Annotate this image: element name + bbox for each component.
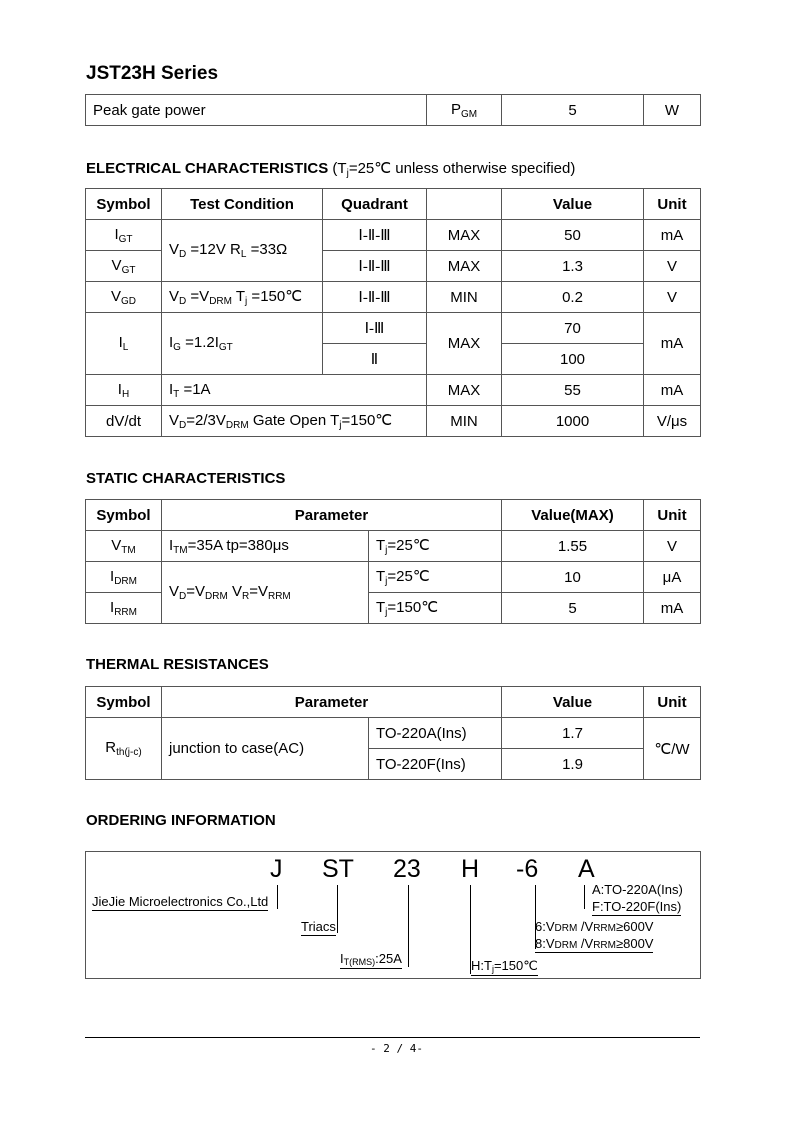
parameter-junction-to-case: junction to case(AC) [162, 718, 369, 780]
unit-ih: mA [644, 375, 701, 406]
part-code-j: J [270, 855, 283, 883]
part-code-st: ST [322, 855, 354, 883]
symbol-il: $I_L$ [86, 313, 162, 375]
value-to220a: 1.7 [502, 718, 644, 749]
value-dvdt: 1000 [502, 406, 644, 437]
value-vgd: 0.2 [502, 282, 644, 313]
value-il-1: 70 [502, 313, 644, 344]
header-symbol: Symbol [86, 189, 162, 220]
symbol-igt: $I_{GT}$ [86, 220, 162, 251]
symbol-vgd: $V_{GD}$ [86, 282, 162, 313]
header-parameter: Parameter [162, 687, 502, 718]
value-il-2: 100 [502, 344, 644, 375]
ordering-heading: ORDERING INFORMATION [86, 812, 276, 829]
peak-unit: W [644, 95, 701, 126]
company-label: JieJie Microelectronics Co.,Ltd [92, 894, 269, 909]
table-row [86, 406, 701, 437]
symbol-idrm: $I_{DRM}$ [86, 562, 162, 593]
page-title: JST23H Series [86, 63, 219, 84]
unit-vtm: V [644, 531, 701, 562]
table-header [86, 500, 701, 531]
header-value: Value [502, 189, 644, 220]
limit-vgd: MIN [427, 282, 502, 313]
package-to220a: TO-220A(Ins) [369, 718, 502, 749]
leader-line-a [584, 885, 585, 909]
part-code-23: 23 [393, 855, 421, 883]
limit-dvdt: MIN [427, 406, 502, 437]
value-vtm: 1.55 [502, 531, 644, 562]
header-test-condition: Test Condition [162, 189, 323, 220]
tj-vtm: $T_j=25℃$ [369, 531, 502, 562]
symbol-dvdt: dV/dt [86, 406, 162, 437]
unit-vgt: V [644, 251, 701, 282]
condition-vgd: $V_D =V_{DRM}$ $T_j$ =150℃ [162, 282, 323, 313]
voltage-800-label: 8:VDRM /VRRM≥800V [535, 936, 654, 951]
header-quadrant: Quadrant [323, 189, 427, 220]
value-vgt: 1.3 [502, 251, 644, 282]
peak-symbol: $P_{GM}$ [427, 95, 502, 126]
limit-il: MAX [427, 313, 502, 375]
tj-idrm: $T_j=25℃$ [369, 562, 502, 593]
header-value-max: Value(MAX) [502, 500, 644, 531]
limit-igt: MAX [427, 220, 502, 251]
quadrant-il-2: Ⅱ [323, 344, 427, 375]
header-symbol: Symbol [86, 500, 162, 531]
table-row [86, 718, 701, 749]
condition-dvdt: $V_D=2/3V_{DRM}$ Gate Open $T_j=150℃$ [162, 406, 427, 437]
value-idrm: 10 [502, 562, 644, 593]
header-parameter: Parameter [162, 500, 502, 531]
header-unit: Unit [644, 500, 701, 531]
condition-igt-vgt: $V_D =12V$ $R_L =33\Omega$ [162, 220, 323, 282]
package-to220f: TO-220F(Ins) [369, 749, 502, 780]
symbol-ih: $I_H$ [86, 375, 162, 406]
page-number: - 2 / 4- [370, 1042, 423, 1055]
unit-dvdt: V/μs [644, 406, 701, 437]
table-row [86, 375, 701, 406]
electrical-table [85, 188, 701, 437]
static-heading: STATIC CHARACTERISTICS [86, 470, 286, 487]
value-ih: 55 [502, 375, 644, 406]
table-row [86, 531, 701, 562]
voltage-600-label: 6:VDRM /VRRM≥600V [535, 919, 654, 934]
parameter-idrm-irrm: $V_D=V_{DRM}$ $V_R=V_{RRM}$ [162, 562, 369, 624]
header-value: Value [502, 687, 644, 718]
condition-ih: $I_T =1A$ [162, 375, 427, 406]
symbol-vtm: $V_{TM}$ [86, 531, 162, 562]
value-to220f: 1.9 [502, 749, 644, 780]
peak-gate-power-label: Peak gate power [86, 95, 427, 126]
table-row [86, 220, 701, 251]
table-header [86, 687, 701, 718]
condition-il: $I_G =1.2I_{GT}$ [162, 313, 323, 375]
symbol-rth: $R_{th(j-c)}$ [86, 718, 162, 780]
tj-irrm: $T_j=150℃$ [369, 593, 502, 624]
limit-vgt: MAX [427, 251, 502, 282]
peak-gate-power-table [85, 94, 701, 126]
unit-rth: ℃/W [644, 718, 701, 780]
parameter-vtm: $I_{TM}=35A$ tp=380μs [162, 531, 369, 562]
symbol-vgt: $V_{GT}$ [86, 251, 162, 282]
part-code-a: A [578, 855, 595, 883]
symbol-irrm: $I_{RRM}$ [86, 593, 162, 624]
header-symbol: Symbol [86, 687, 162, 718]
quadrant-vgt: Ⅰ-Ⅱ-Ⅲ [323, 251, 427, 282]
package-a-label: A:TO-220A(Ins) [592, 882, 683, 897]
leader-line-st [337, 885, 338, 933]
footer-divider [85, 1037, 700, 1038]
quadrant-il-1-3: Ⅰ-Ⅲ [323, 313, 427, 344]
leader-line-23 [408, 885, 409, 967]
leader-line-j [277, 885, 278, 909]
static-table [85, 499, 701, 624]
peak-value: 5 [502, 95, 644, 126]
table-row [86, 282, 701, 313]
electrical-note: ($T_j=25℃$ unless otherwise specified) [332, 160, 576, 179]
current-rating-label: $I_{T(RMS)}:25A$ [340, 951, 402, 967]
header-blank [427, 189, 502, 220]
quadrant-igt: Ⅰ-Ⅱ-Ⅲ [323, 220, 427, 251]
header-unit: Unit [644, 687, 701, 718]
part-code-6: -6 [516, 855, 539, 883]
thermal-heading: THERMAL RESISTANCES [86, 656, 269, 673]
ordering-diagram [85, 851, 701, 979]
triacs-label: Triacs [301, 919, 336, 934]
value-irrm: 5 [502, 593, 644, 624]
table-header [86, 189, 701, 220]
electrical-heading: ELECTRICAL CHARACTERISTICS ($T_j=25℃$ unless otherwise specified) [86, 160, 576, 179]
limit-ih: MAX [427, 375, 502, 406]
thermal-table [85, 686, 701, 780]
table-row [86, 562, 701, 593]
unit-idrm: μA [644, 562, 701, 593]
part-code-h: H [461, 855, 480, 883]
unit-igt: mA [644, 220, 701, 251]
unit-irrm: mA [644, 593, 701, 624]
value-igt: 50 [502, 220, 644, 251]
table-row [86, 313, 701, 344]
unit-il: mA [644, 313, 701, 375]
header-unit: Unit [644, 189, 701, 220]
temperature-label: $H:T_j=150℃$ [471, 958, 538, 974]
package-f-label: F:TO-220F(Ins) [592, 899, 682, 914]
quadrant-vgd: Ⅰ-Ⅱ-Ⅲ [323, 282, 427, 313]
unit-vgd: V [644, 282, 701, 313]
